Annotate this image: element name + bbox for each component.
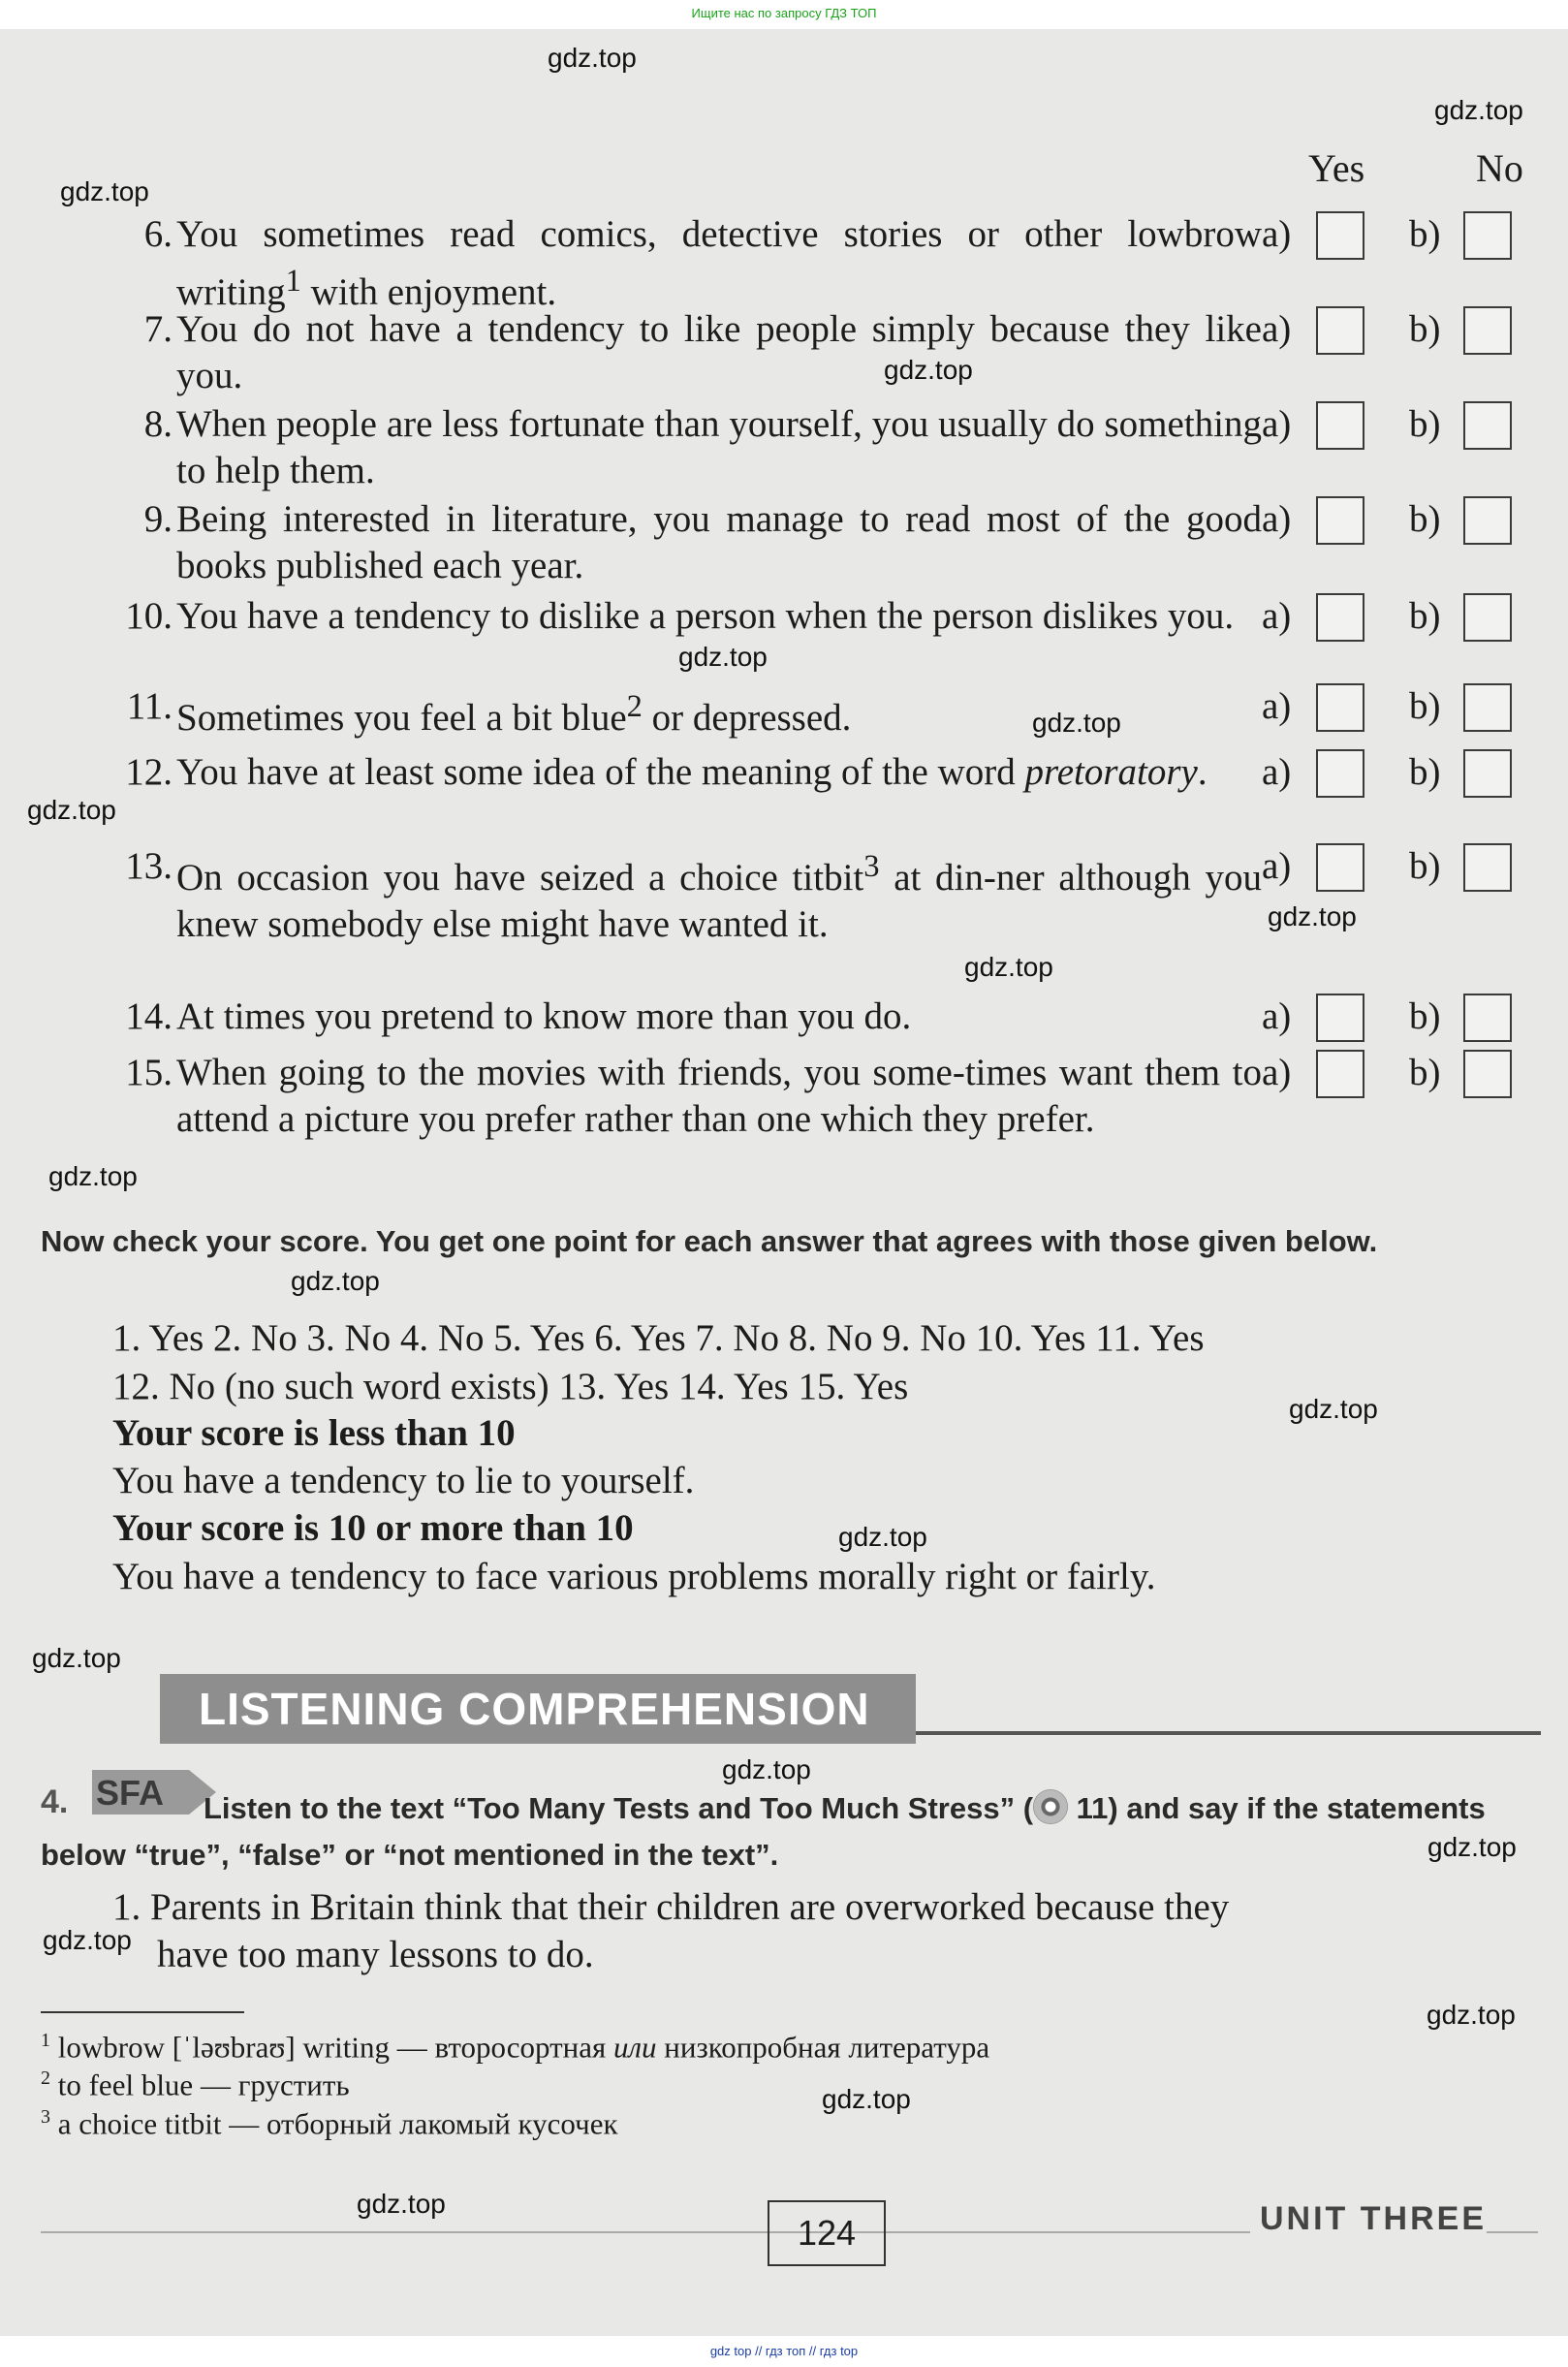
watermark: gdz.top [27,795,116,825]
section-title: LISTENING COMPREHENSION [160,1674,916,1744]
option-a-label: a) [1262,685,1292,727]
no-checkbox[interactable] [1463,211,1512,260]
option-b-label: b) [1409,213,1441,255]
option-a-label: a) [1262,751,1292,793]
question-number: 10. [125,595,172,637]
no-checkbox[interactable] [1463,496,1512,545]
top-banner: Ищите нас по запросу ГДЗ ТОП [691,6,877,20]
question-text: When going to the movies with friends, you some-times want them to attend a picture you prefer rather than one which they prefer. [176,1052,1262,1140]
result-text: You have a tendency to face various problems morally right or fairly. [112,1556,1156,1597]
watermark: gdz.top [1268,901,1357,931]
watermark: gdz.top [838,1522,927,1552]
yes-checkbox[interactable] [1316,593,1364,642]
yes-checkbox[interactable] [1316,496,1364,545]
option-b-label: b) [1409,845,1441,887]
watermark: gdz.top [48,1161,138,1191]
option-b-label: b) [1409,595,1441,637]
question-row [116,306,1551,403]
question-number: 7. [143,308,172,350]
task-text-end: 11) and say if the statements below “true”, “false” or “not mentioned in the text”. [41,1791,1486,1872]
watermark: gdz.top [1289,1394,1378,1424]
question-text: You sometimes read comics, detective stories or other lowbrow writing$^1$ with enjoyment. [176,213,1262,313]
no-checkbox[interactable] [1463,683,1512,732]
option-a-label: a) [1262,845,1292,887]
watermark: gdz.top [60,176,149,206]
check-score-instruction: Now check your score. You get one point for each answer that agrees with those given below. [41,1224,1378,1258]
watermark: gdz.top [722,1754,811,1784]
no-column-header: No [1476,146,1523,190]
yes-checkbox[interactable] [1316,401,1364,450]
listening-item-continued: have too many lessons to do. [157,1934,594,1975]
question-row [116,496,1551,593]
question-number: 6. [143,213,172,255]
no-checkbox[interactable] [1463,401,1512,450]
question-number: 12. [125,751,172,793]
option-b-label: b) [1409,685,1441,727]
sfa-label: SFA [96,1773,165,1813]
option-a-label: a) [1262,995,1292,1037]
question-row [116,1050,1551,1147]
watermark: gdz.top [1032,708,1121,738]
unit-label: UNIT THREE [1250,2200,1487,2238]
question-number: 15. [125,1052,172,1093]
watermark: gdz.top [1434,95,1523,125]
yes-column-header: Yes [1308,146,1365,190]
watermark: gdz.top [884,355,973,385]
watermark: gdz.top [1427,2000,1516,2030]
option-a-label: a) [1262,308,1292,350]
result-text: You have a tendency to lie to yourself. [112,1460,695,1501]
yes-checkbox[interactable] [1316,306,1364,355]
option-b-label: b) [1409,751,1441,793]
footnote: $^2$ to feel blue — грустить [41,2067,350,2102]
watermark: gdz.top [548,43,637,73]
option-a-label: a) [1262,1052,1292,1093]
cd-icon [1033,1789,1068,1824]
option-b-label: b) [1409,403,1441,445]
option-b-label: b) [1409,308,1441,350]
question-number: 13. [125,845,172,887]
page-number: 124 [768,2200,886,2266]
listening-item: 1. Parents in Britain think that their children are overworked because they [112,1886,1230,1928]
no-checkbox[interactable] [1463,749,1512,798]
yes-checkbox[interactable] [1316,994,1364,1042]
option-b-label: b) [1409,498,1441,540]
watermark: gdz.top [43,1925,132,1955]
option-b-label: b) [1409,1052,1441,1093]
question-text: At times you pretend to know more than you do. [176,995,912,1037]
question-row [116,749,1551,846]
footnote: $^3$ a choice titbit — отборный лакомый кусочек [41,2106,618,2141]
no-checkbox[interactable] [1463,843,1512,892]
question-number: 14. [125,995,172,1037]
question-text: Being interested in literature, you manage to read most of the good books published each year. [176,498,1262,586]
option-a-label: a) [1262,498,1292,540]
question-text: You have a tendency to dislike a person when the person dislikes you. [176,595,1235,637]
question-row [116,843,1551,945]
question-number: 8. [143,403,172,445]
option-a-label: a) [1262,213,1292,255]
yes-checkbox[interactable] [1316,843,1364,892]
question-text: On occasion you have seized a choice titbit$^3$ at din-ner although you knew somebody else might have wanted it. [176,849,1262,945]
footnote-divider [41,2011,244,2013]
task-text-start: Listen to the text “Too Many Tests and Too Much Stress” ( [204,1791,1034,1825]
answer-key-line: 12. No (no such word exists) 13. Yes 14. Yes 15. Yes [112,1366,909,1407]
question-text: When people are less fortunate than yourself, you usually do something to help them. [176,403,1262,491]
bottom-banner: gdz top // гдз топ // гдз top [709,2344,859,2358]
option-b-label: b) [1409,995,1441,1037]
no-checkbox[interactable] [1463,1050,1512,1098]
question-number: 11. [126,685,172,727]
question-row [116,401,1551,498]
watermark: gdz.top [291,1266,380,1296]
yes-checkbox[interactable] [1316,749,1364,798]
watermark: gdz.top [32,1643,121,1673]
yes-checkbox[interactable] [1316,1050,1364,1098]
watermark: gdz.top [1427,1832,1517,1862]
task-number: 4. [41,1783,69,1820]
question-text: Sometimes you feel a bit blue$^2$ or depressed. [176,689,852,739]
result-heading: Your score is 10 or more than 10 [112,1507,634,1549]
question-row [116,211,1551,313]
yes-checkbox[interactable] [1316,683,1364,732]
task-instruction [41,1785,1538,1878]
question-text: You do not have a tendency to like people simply because they like you. [176,308,1262,396]
question-text: You have at least some idea of the meaning of the word pretoratory. [176,751,1207,793]
question-number: 9. [143,498,172,540]
question-row [116,593,1551,690]
no-checkbox[interactable] [1463,593,1512,642]
watermark: gdz.top [964,952,1053,982]
option-a-label: a) [1262,595,1292,637]
watermark: gdz.top [678,642,768,672]
watermark: gdz.top [357,2189,446,2219]
answer-key-line: 1. Yes 2. No 3. No 4. No 5. Yes 6. Yes 7. No 8. No 9. No 10. Yes 11. Yes [112,1317,1205,1359]
footnote: $^1$ lowbrow [ˈləʊbraʊ] writing — второсортная или низкопробная литература [41,2030,990,2065]
option-a-label: a) [1262,403,1292,445]
no-checkbox[interactable] [1463,306,1512,355]
no-checkbox[interactable] [1463,994,1512,1042]
watermark: gdz.top [822,2084,911,2114]
result-heading: Your score is less than 10 [112,1412,516,1454]
yes-checkbox[interactable] [1316,211,1364,260]
